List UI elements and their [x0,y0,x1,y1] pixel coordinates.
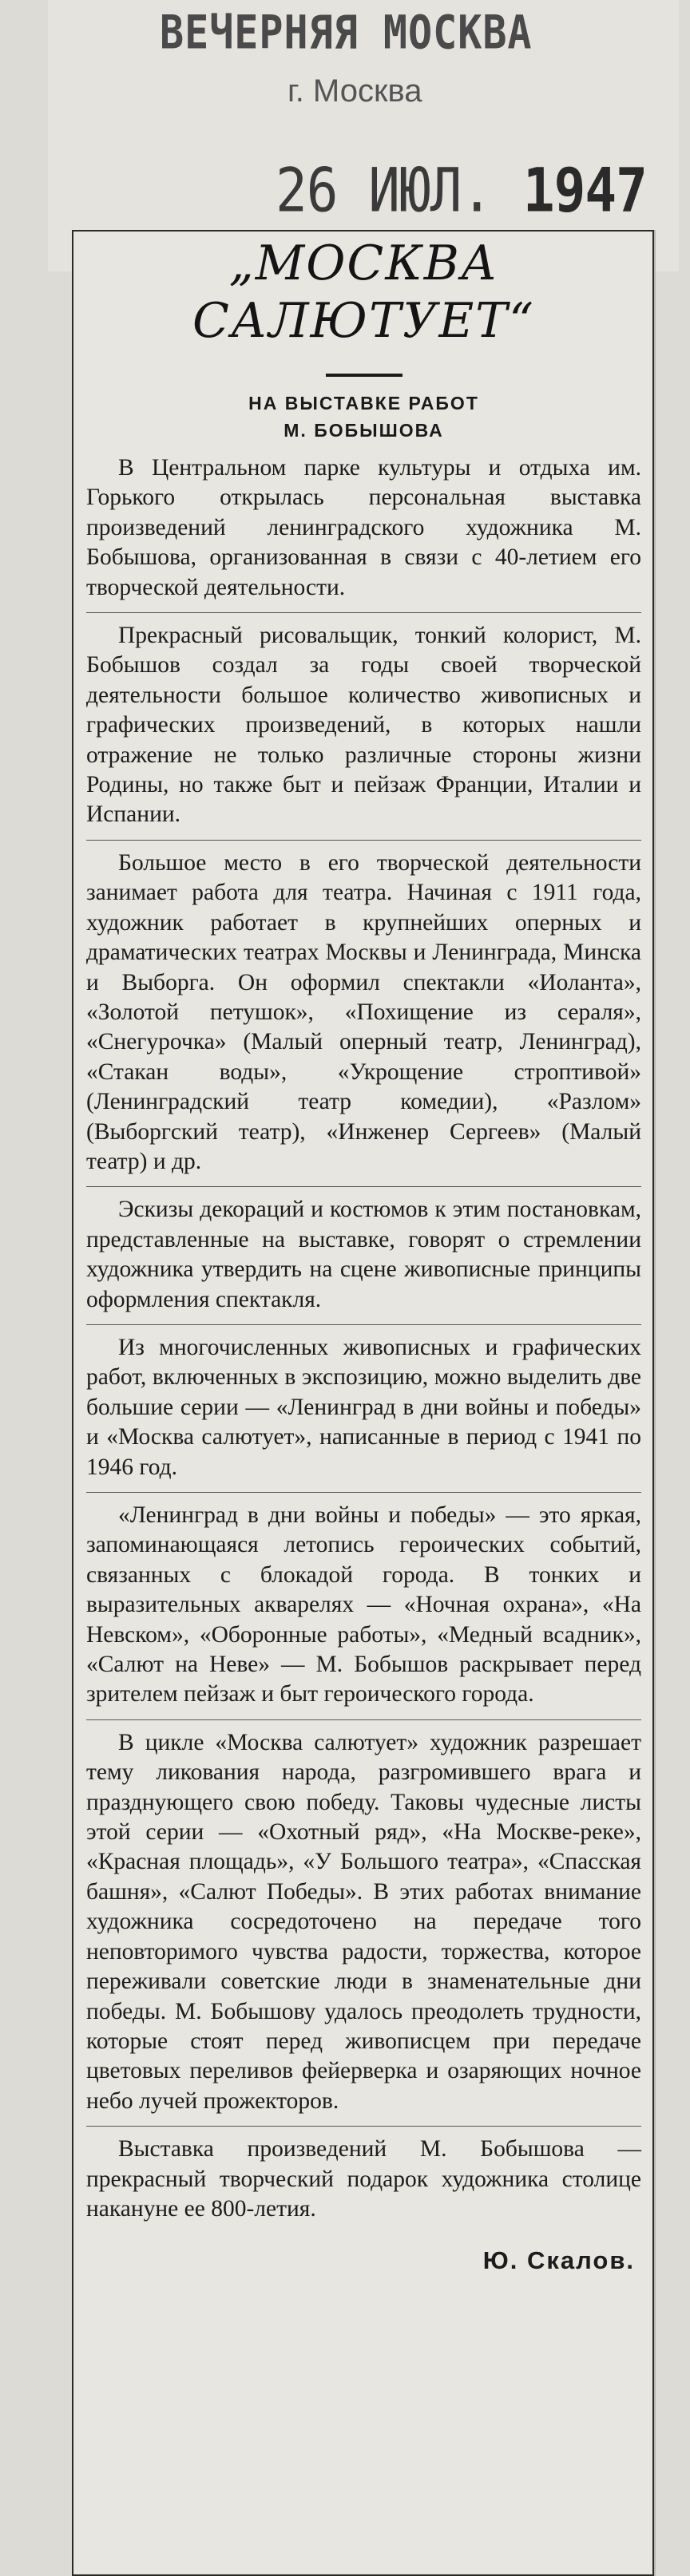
date-stamp-year: 1947 [522,155,647,226]
newspaper-name-stamp: ВЕЧЕРНЯЯ МОСКВА [160,6,533,60]
newspaper-clipping [72,230,654,2576]
article-title-line-2: САЛЮТУЕТ“ [192,293,535,349]
author-signature: Ю. Скалов. [482,2246,635,2275]
paragraph-divider [86,1719,641,1720]
paragraph: В Центральном парке культуры и отдыха им. Горького открылась персональная выставка произведений ленинградского художника М. Бобышова, организованная в связи с 40-летием его творческой деятельности. [86,455,641,600]
paragraph: Эскизы декораций и костюмов к этим постановкам, представленные на выставке, говорят о стремлении художника утвердить на сцене живописные принципы оформления спектакля. [86,1197,641,1312]
paragraph-divider [86,612,641,613]
paragraph: В цикле «Москва салютует» художник разрешает тему ликования народа, разгромившего врага и празднующего свою победу. Таковы чудесные листы этой серии — «Охотный ряд», «На Москве-реке», «Красная площадь», «У Большого театра», «Спасская башня», «Салют Победы». В этих работах внимание художника сосредоточено на передаче того неповторимого чувства радости, торжества, которое переживали советские люди в знаменательные дни победы. М. Бобышову удалось преодолеть трудности, которые стоят перед живописцем при передаче цветовых переливов фейерверка и озаряющих ночное небо лучей прожекторов. [86,1729,641,2114]
paragraph-divider [86,1492,641,1493]
city-stamp: г. Москва [288,73,422,109]
paragraph-divider [86,1186,641,1187]
article-title [86,235,641,350]
paragraph: Из многочисленных живописных и графических работ, включенных в экспозицию, можно выделить две большие серии — «Ленинград в дни войны и победы» и «Москва салютует», написанные в период с 1941 по 1946 год. [86,1334,641,1480]
kicker-line-1: НА ВЫСТАВКЕ РАБОТ [248,393,479,414]
article-kicker [86,390,641,444]
paragraph: «Ленинград в дни войны и победы» — это яркая, запоминающаяся летопись героических событий, связанных с блокадой города. В тонких и выразительных акварелях — «Ночная охрана», «На Невском», «Оборонные работы», «Медный всадник», «Салют на Неве» — М. Бобышов раскрывает перед зрителем пейзаж и быт героического города. [86,1502,641,1707]
paragraph-divider [86,2126,641,2127]
paragraph: Большое место в его творческой деятельности занимает работа для театра. Начиная с 1911 года, художник работает в крупнейших оперных и драматических театрах Москвы и Ленинграда, Минска и Выборга. Он оформил спектакли «Иоланта», «Золотой петушок», «Похищение из сераля», «Снегурочка» (Малый оперный театр, Ленинград), «Стакан воды», «Укрощение строптивой» (Ленинградский театр комедии), «Разлом» (Выборгский театр), «Инженер Сергеев» (Малый театр) и др. [86,849,641,1174]
paragraph: Выставка произведений М. Бобышова — прекрасный творческий подарок художника столице накануне ее 800-летия. [86,2136,641,2222]
title-rule [326,374,402,377]
date-stamp [276,155,647,226]
paragraph-divider [86,1324,641,1325]
kicker-line-2: М. БОБЫШОВА [284,420,444,441]
article-title-line-1: „МОСКВА [228,235,499,291]
paragraph: Прекрасный рисовальщик, тонкий колорист, М. Бобышов создал за годы своей творческой деятельности большое количество живописных и графических произведений, в которых нашли отражение не только различные стороны жизни Родины, но также быт и пейзаж Франции, Италии и Испании. [86,623,641,828]
paragraph-divider [86,840,641,841]
date-stamp-day-month: 26 ИЮЛ. [276,155,493,226]
article-body [86,453,641,2224]
article [86,231,641,2275]
